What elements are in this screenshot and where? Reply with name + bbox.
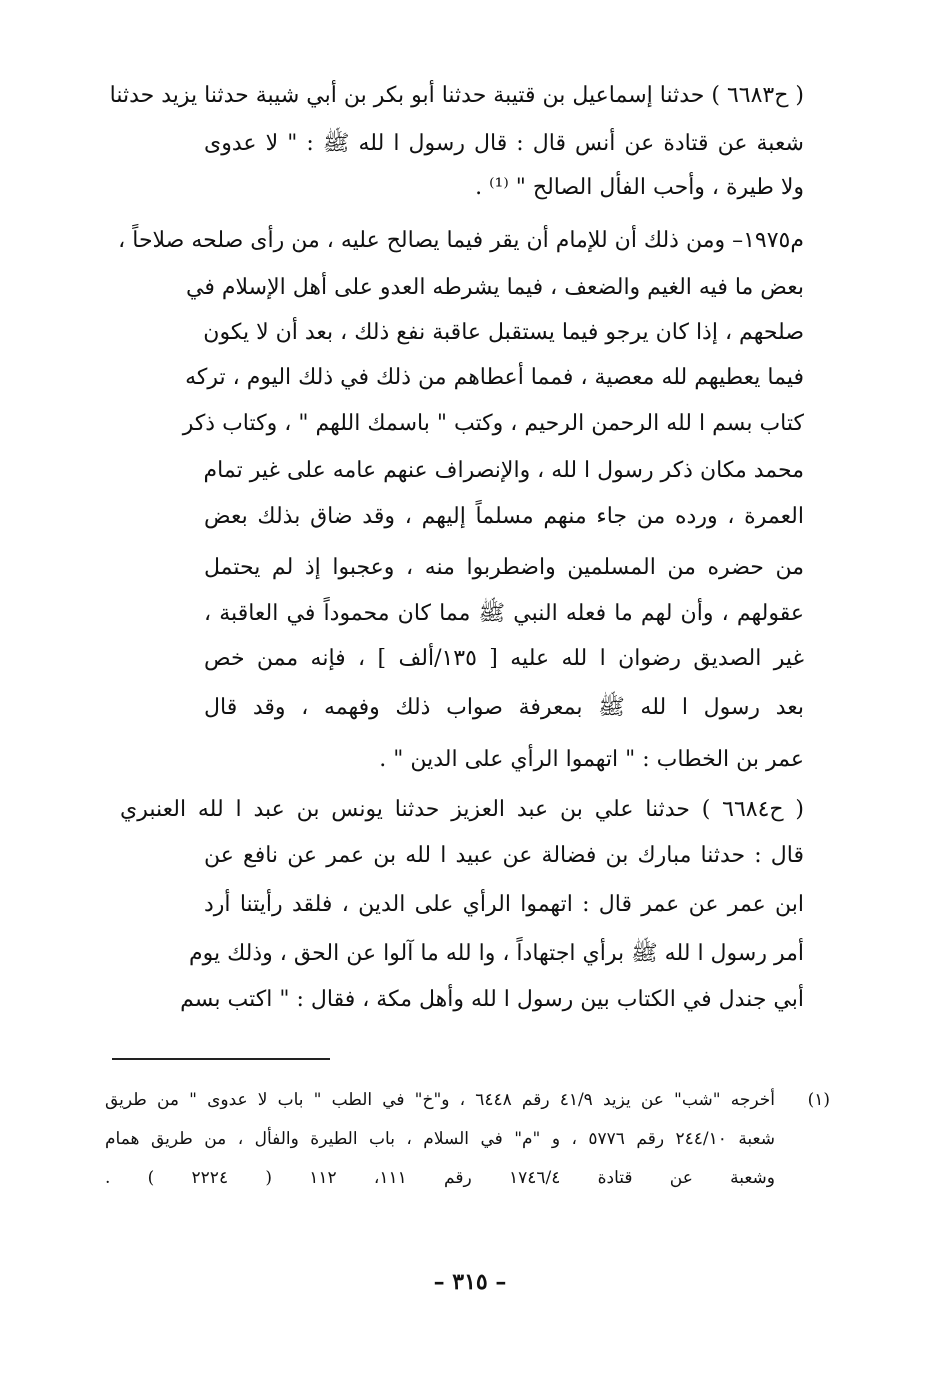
issue-1975-line-12: عمر بن الخطاب : " اتهموا الرأي على الدين " . [379, 747, 804, 772]
footnote-separator [112, 1058, 330, 1060]
hadith-6683-line-2: شعبة عن قتادة عن أنس قال : قال رسول ا لله ﷺ : " لا عدوى [204, 131, 804, 156]
issue-1975-line-7: العمرة ، ورده من جاء منهم مسلماً إليهم ، وقد ضاق بذلك بعض [204, 504, 804, 529]
issue-1975-line-3: صلحهم ، إذا كان يرجو فيما يستقبل عاقبة نفع ذلك ، بعد أن لا يكون [203, 320, 804, 345]
footnote-line-1: أخرجه "شب" عن يزيد ٤١/٩ رقم ٦٤٤٨ ، و"خ" في الطب " باب لا عدوى " من طريق [105, 1090, 775, 1110]
issue-1975-line-11: بعد رسول ا لله ﷺ بمعرفة صواب ذلك وفهمه ، وقد قال [204, 695, 804, 720]
page-number: – ٣١٥ – [433, 1269, 507, 1295]
issue-1975-line-10: غير الصديق رضوان ا لله عليه [ ١٣٥/ألف ] ، فإنه ممن خص [204, 646, 804, 671]
issue-1975-line-1: م١٩٧٥– ومن ذلك أن للإمام أن يقر فيما يصالح عليه ، من رأى صلحه صلاحاً ، [118, 228, 804, 253]
issue-1975-line-4: فيما يعطيهم لله معصية ، فمما أعطاهم من ذلك في ذلك اليوم ، تركه [185, 365, 804, 390]
hadith-6683-line-3: ولا طيرة ، وأحب الفأل الصالح " ⁽¹⁾ . [475, 175, 804, 200]
hadith-6684-line-2: قال : حدثنا مبارك بن فضالة عن عبيد ا لله بن عمر عن نافع عن [204, 843, 804, 868]
hadith-6684-line-1: ( ح٦٦٨٤ ) حدثنا علي بن عبد العزيز حدثنا يونس بن عبد ا لله العنبري [120, 797, 805, 822]
hadith-6684-line-4: أمر رسول ا لله ﷺ برأي اجتهاداً ، وا لله ما آلوا عن الحق ، وذلك يوم [188, 941, 804, 966]
footnote-number: (١) [807, 1090, 830, 1110]
issue-1975-line-9: عقولهم ، وأن لهم ما فعله النبي ﷺ مما كان محموداً في العاقبة ، [204, 601, 804, 626]
issue-1975-line-2: بعض ما فيه الغيم والضعف ، فيما يشرطه العدو على أهل الإسلام في [186, 275, 804, 300]
hadith-6684-line-5: أبي جندل في الكتاب بين رسول ا لله وأهل مكة ، فقال : " اكتب بسم [180, 987, 804, 1012]
hadith-6684-line-3: ابن عمر عن عمر قال : اتهموا الرأي على الدين ، فلقد رأيتنا أرد [204, 892, 804, 917]
issue-1975-line-5: كتاب بسم ا لله الرحمن الرحيم ، وكتب " باسمك اللهم " ، وكتاب ذكر [182, 411, 804, 436]
issue-1975-line-8: من حضره من المسلمين واضطربوا منه ، وعجبوا إذ لم يحتمل [204, 555, 804, 580]
hadith-6683-line-1: ( ح٦٦٨٣ ) حدثنا إسماعيل بن قتيبة حدثنا أبو بكر بن أبي شيبة حدثنا يزيد حدثنا [109, 83, 804, 108]
issue-1975-line-6: محمد مكان ذكر رسول ا لله ، والإنصراف عنهم عامه على غير تمام [203, 458, 804, 483]
footnote-line-3: وشعبة عن قتادة ١٧٤٦/٤ رقم ١١١، ١١٢ ( ٢٢٢٤ ) . [105, 1168, 776, 1188]
footnote-line-2: شعبة ٢٤٤/١٠ رقم ٥٧٧٦ ، و "م" في السلام ، باب الطيرة والفأل ، من طريق همام [105, 1129, 776, 1149]
